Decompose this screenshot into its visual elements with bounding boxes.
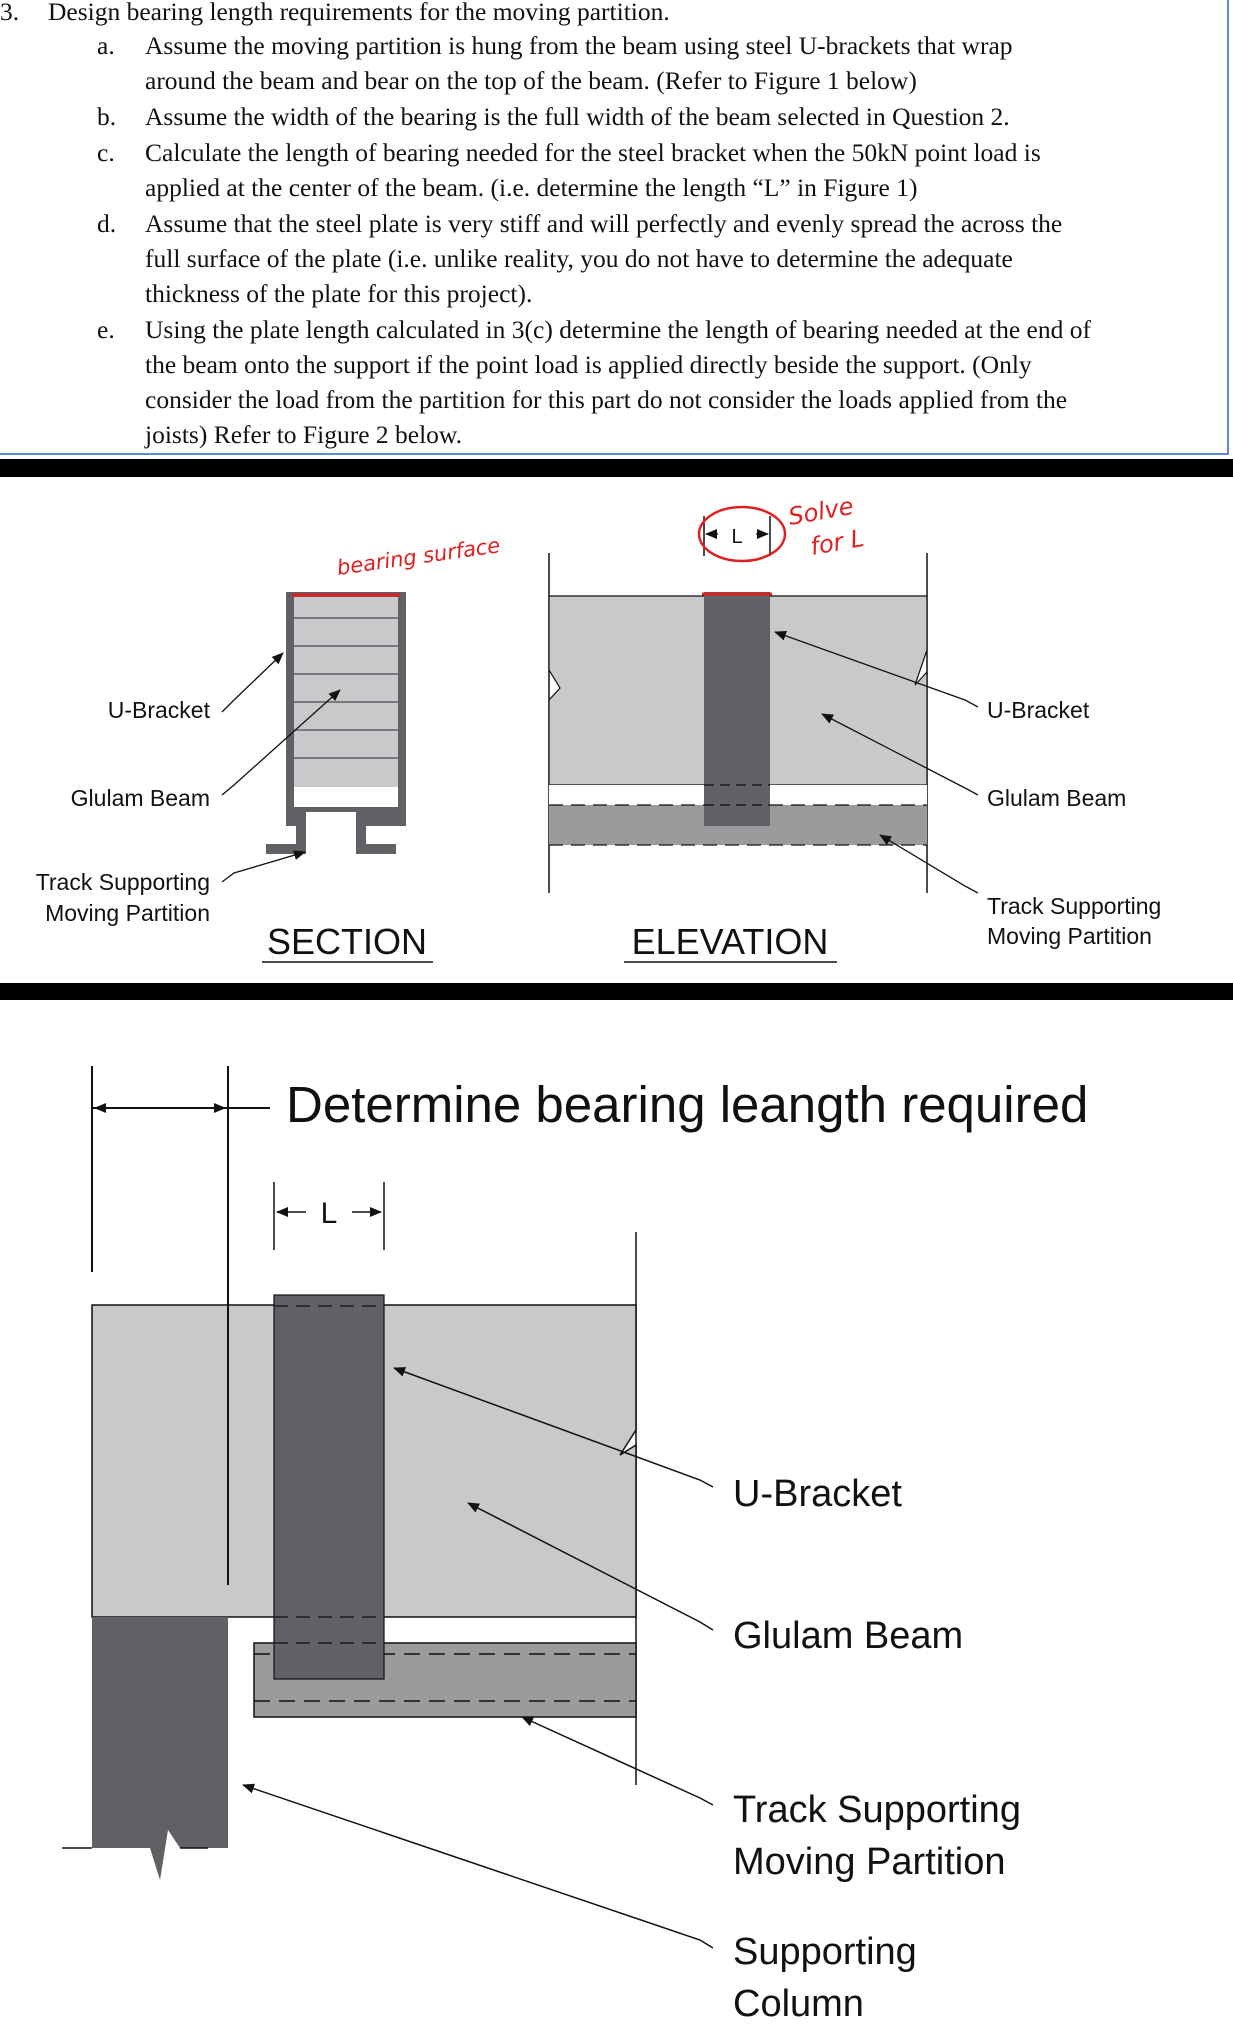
annotation-solve-1: Solve [786,491,856,531]
item-marker: d. [97,209,117,238]
item-line: joists) Refer to Figure 2 below. [145,420,463,449]
figure-separator-bottom [0,983,1233,1000]
item-marker: c. [97,138,115,167]
elevation-view [549,507,978,893]
elevation-label-track-1: Track Supporting [987,893,1162,919]
section-view [222,592,406,882]
detail-label-glulam-beam: Glulam Beam [733,1615,964,1657]
item-line: the beam onto the support if the point load is applied directly beside the support. (Only [145,350,1032,379]
item-marker: e. [97,315,115,344]
detail-label-column-2: Column [733,1983,864,2025]
detail-supporting-column [92,1617,228,1880]
item-marker: b. [97,102,117,131]
question-number: 3. [0,0,20,26]
section-title: SECTION [266,921,428,962]
item-line: Using the plate length calculated in 3(c) determine the length of bearing needed at the end of [145,315,1091,344]
question-title: Design bearing length requirements for the moving partition. [48,0,670,26]
elevation-title: ELEVATION [631,921,829,962]
item-line: Calculate the length of bearing needed for the steel bracket when the 50kN point load is [145,138,1041,167]
elevation-dim-l: L [731,526,743,548]
item-line: Assume the width of the bearing is the full width of the beam selected in Question 2. [145,102,1010,131]
item-line: consider the load from the partition for this part do not consider the loads applied from the [145,385,1068,414]
elevation-label-track-2: Moving Partition [987,923,1152,949]
detail-u-bracket [274,1295,384,1679]
section-gap [294,787,398,807]
elevation-u-bracket [704,592,770,826]
item-line: Assume the moving partition is hung from the beam using steel U-brackets that wrap [145,31,1013,60]
item-line: applied at the center of the beam. (i.e. determine the length “L” in Figure 1) [145,173,918,202]
item-line: around the beam and bear on the top of the beam. (Refer to Figure 1 below) [145,66,917,95]
item-marker: a. [97,31,115,60]
item-line: thickness of the plate for this project). [145,279,533,308]
detail-label-track-1: Track Supporting [733,1789,1021,1831]
detail-dim-l: L [320,1197,338,1230]
figure-separator-top [0,459,1233,477]
elevation-label-u-bracket: U-Bracket [987,697,1090,723]
detail-label-column-1: Supporting [733,1931,917,1973]
bearing-detail-view [62,1066,713,1948]
item-line: Assume that the steel plate is very stiff and will perfectly and evenly spread the across the [145,209,1063,238]
item-line: full surface of the plate (i.e. unlike reality, you do not have to determine the adequate [145,244,1013,273]
section-label-track-2: Moving Partition [45,900,210,926]
section-label-track-1: Track Supporting [35,869,210,895]
section-label-u-bracket: U-Bracket [107,697,210,723]
detail-label-track-2: Moving Partition [733,1841,1006,1883]
detail-label-u-bracket: U-Bracket [733,1473,902,1515]
annotation-solve-2: for L [808,523,867,561]
detail-title: Determine bearing leangth required [286,1076,1089,1133]
elevation-label-glulam-beam: Glulam Beam [987,785,1127,811]
section-label-glulam-beam: Glulam Beam [70,785,210,811]
annotation-bearing-surface: bearing surface [335,533,502,580]
